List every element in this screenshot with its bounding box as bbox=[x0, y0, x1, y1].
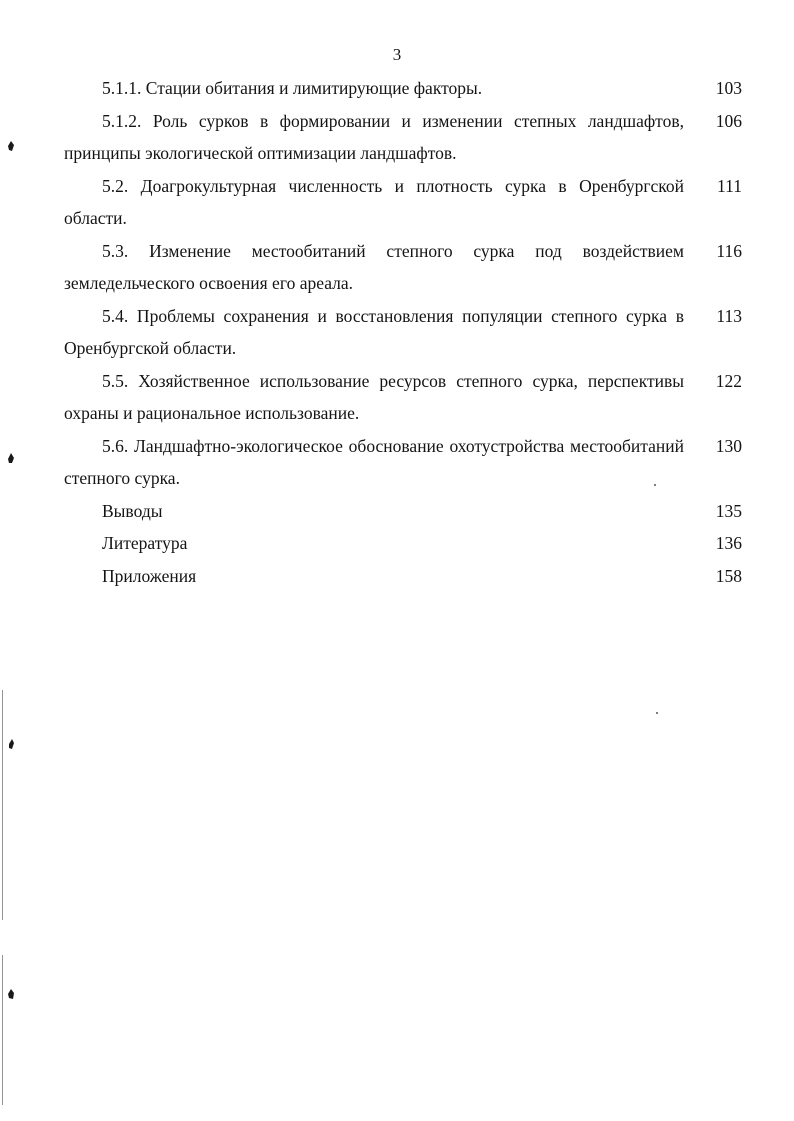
toc-entry-page: 106 bbox=[715, 110, 742, 131]
binder-hole-mark bbox=[6, 988, 16, 1000]
binder-hole-mark bbox=[6, 738, 16, 750]
scan-speck bbox=[654, 484, 656, 486]
toc-entry-title: 5.1.2. Роль сурков в формировании и изменении степных ландшафтов, принципы экологической оптимизации ландшафтов. bbox=[64, 110, 684, 163]
toc-entry-title: 5.4. Проблемы сохранения и восстановления популяции степного сурка в Оренбургской области. bbox=[64, 305, 684, 358]
toc-entry-title: 5.5. Хозяйственное использование ресурсов степного сурка, перспективы охраны и рациональное использование. bbox=[64, 370, 684, 423]
toc-entry-5-4 bbox=[64, 300, 742, 365]
toc-entry-5-5 bbox=[64, 365, 742, 430]
toc-entry-title: Выводы bbox=[102, 500, 163, 521]
binder-hole-mark bbox=[6, 140, 16, 152]
binder-hole-mark bbox=[6, 452, 16, 464]
scan-edge-line bbox=[2, 955, 3, 1105]
toc-entry-title: Литература bbox=[102, 533, 188, 553]
toc-entry-5-2 bbox=[64, 170, 742, 235]
toc-entry-literature bbox=[64, 527, 742, 560]
toc-entry-appendices bbox=[64, 560, 742, 593]
toc-entry-page: 103 bbox=[715, 78, 742, 98]
toc-entry-title: 5.3. Изменение местообитаний степного сурка под воздействием земледельческого освоения его ареала. bbox=[64, 240, 684, 293]
toc-entry-5-3 bbox=[64, 235, 742, 300]
toc-entry-conclusions bbox=[64, 495, 742, 528]
toc-entry-page: 116 bbox=[716, 240, 742, 261]
toc-entry-5-1-1 bbox=[64, 72, 742, 105]
toc-entry-page: 130 bbox=[715, 435, 742, 456]
scan-speck bbox=[656, 712, 658, 714]
toc-entry-5-6 bbox=[64, 430, 742, 495]
toc-entry-page: 111 bbox=[717, 175, 742, 196]
toc-entry-page: 158 bbox=[715, 565, 742, 586]
toc-entry-page: 122 bbox=[715, 370, 742, 391]
toc-entry-5-1-2 bbox=[64, 105, 742, 170]
toc-entry-page: 113 bbox=[716, 305, 742, 326]
toc-entry-title: 5.2. Доагрокультурная численность и плотность сурка в Оренбургской области. bbox=[64, 175, 684, 228]
toc-entry-title: 5.6. Ландшафтно-экологическое обоснование охотустройства местообитаний степного сурка. bbox=[64, 435, 684, 488]
table-of-contents bbox=[64, 72, 742, 592]
toc-entry-page: 135 bbox=[715, 500, 742, 521]
toc-entry-title: Приложения bbox=[102, 565, 197, 586]
page-number: 3 bbox=[392, 45, 402, 64]
toc-entry-title: 5.1.1. Стации обитания и лимитирующие факторы. bbox=[102, 78, 483, 98]
toc-entry-page: 136 bbox=[715, 533, 742, 553]
scan-edge-line bbox=[2, 690, 3, 920]
